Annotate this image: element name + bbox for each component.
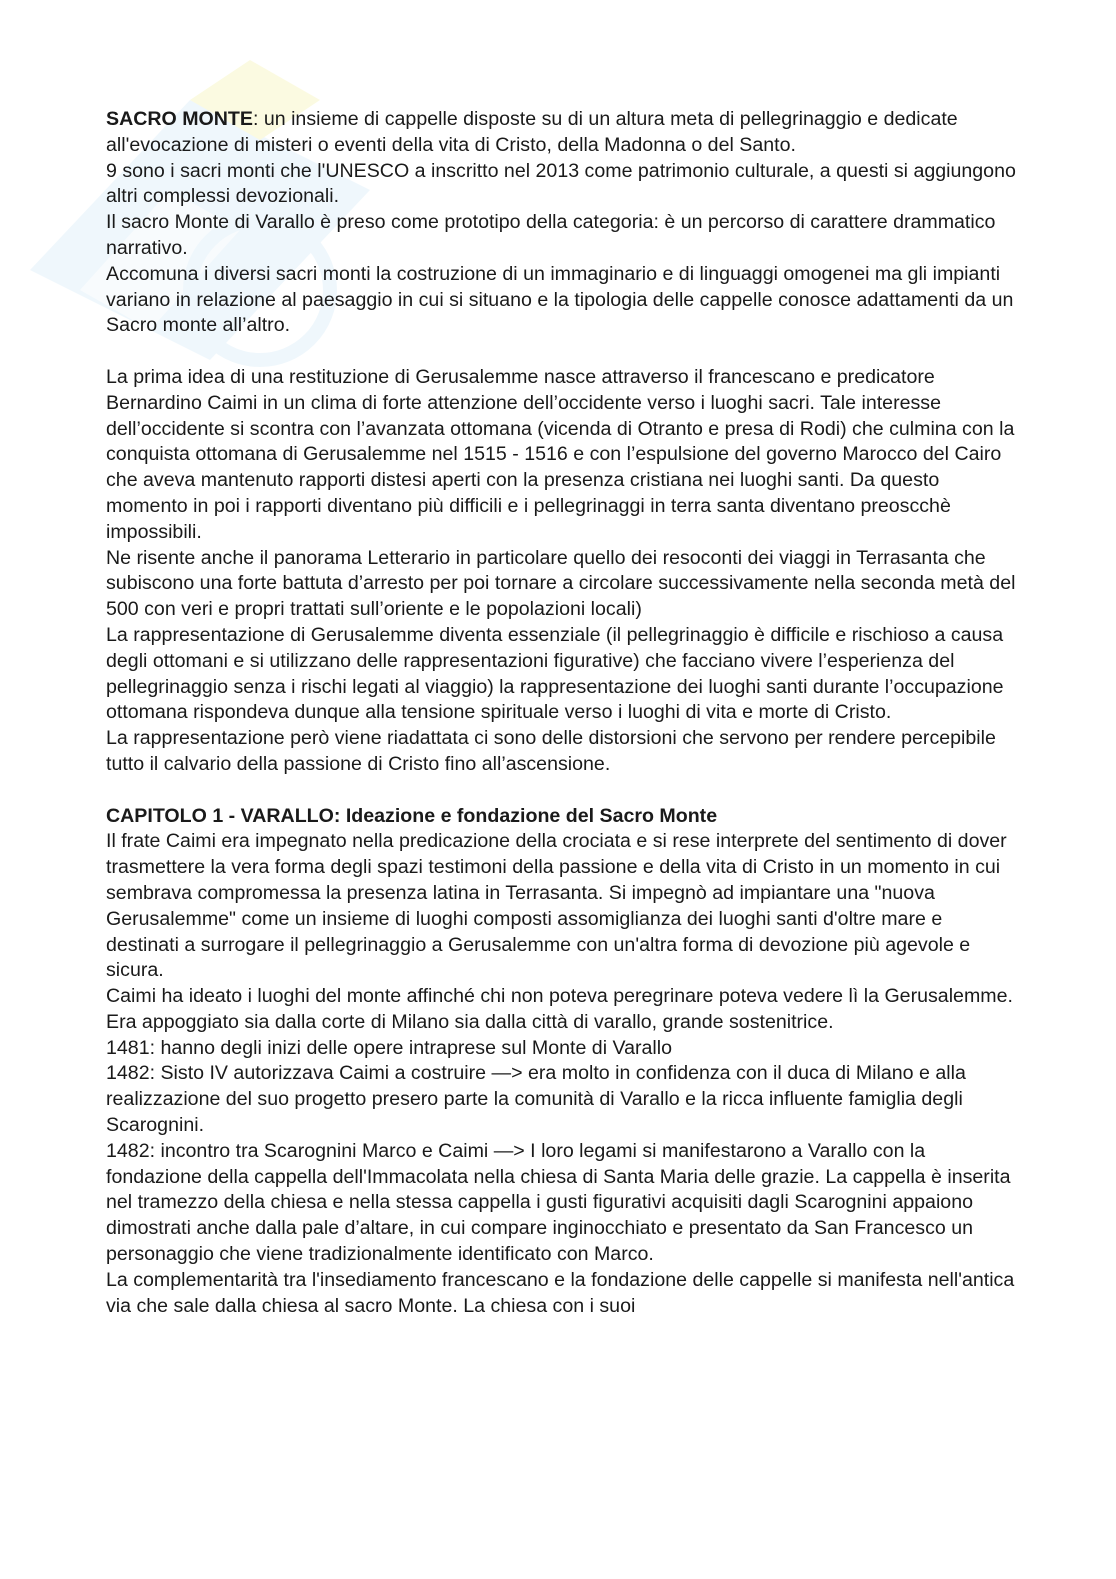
- chapter-heading: CAPITOLO 1 - VARALLO: Ideazione e fondazione del Sacro Monte: [106, 804, 718, 827]
- history-section: [106, 365, 1016, 778]
- term-definition: : un insieme di cappelle disposte su di un altura meta di pellegrinaggio e dedicate all'evocazione di misteri o eventi della vita di Cristo, della Madonna o del Santo.: [106, 108, 958, 156]
- history-paragraph-1: La prima idea di una restituzione di Gerusalemme nasce attraverso il francescano e predicatore Bernardino Caimi in un clima di forte attenzione dell’occidente verso i luoghi sacri. Tale interesse dell’occidente si scontra con l’avanzata ottomana (vicenda di Otranto e presa di Rodi) che culmina con la conquista ottomana di Gerusalemme nel 1515 - 1516 e con l’espulsione del governo Marocco del Cairo che aveva mantenuto rapporti distesi aperti con la presenza cristiana nei luoghi santi. Da questo momento in poi i rapporti diventano più difficili e i pellegrinaggi in terra santa diventano preoscchè impossibili.: [106, 365, 1015, 543]
- intro-paragraph-4: Accomuna i diversi sacri monti la costruzione di un immaginario e di linguaggi omogenei ma gli impianti variano in relazione al paesaggio in cui si situano e la tipologia delle cappelle conosce adattamenti da un Sacro monte all’altro.: [106, 262, 1014, 337]
- intro-paragraph-2: 9 sono i sacri monti che l'UNESCO a inscritto nel 2013 come patrimonio culturale, a questi si aggiungono altri complessi devozionali.: [106, 159, 1016, 208]
- history-paragraph-2: Ne risente anche il panorama Letterario in particolare quello dei resoconti dei viaggi in Terrasanta che subiscono una forte battuta d’arresto per poi tornare a circolare successivamente nella seconda metà del 500 con veri e propri trattati sull’oriente e le popolazioni locali): [106, 546, 1016, 621]
- chapter-paragraph-6: 1482: incontro tra Scarognini Marco e Caimi —> I loro legami si manifestarono a Varallo con la fondazione della cappella dell'Immacolata nella chiesa di Santa Maria delle grazie. La cappella è inserita nel tramezzo della chiesa e nella stessa cappella i gusti figurativi acquisiti dagli Scarognini appaiono dimostrati anche dalla pale d’altare, in cui compare inginocchiato e presentato da San Francesco un personaggio che viene tradizionalmente identificato con Marco.: [106, 1139, 1011, 1266]
- intro-paragraph-3: Il sacro Monte di Varallo è preso come prototipo della categoria: è un percorso di carattere drammatico narrativo.: [106, 211, 996, 259]
- history-paragraph-4: La rappresentazione però viene riadattata ci sono delle distorsioni che servono per rendere percepibile tutto il calvario della passione di Cristo fino all’ascensione.: [106, 727, 996, 775]
- chapter-paragraph-4: 1481: hanno degli inizi delle opere intraprese sul Monte di Varallo: [106, 1036, 673, 1059]
- history-paragraph-3: La rappresentazione di Gerusalemme diventa essenziale (il pellegrinaggio è difficile e rischioso a causa degli ottomani e si utilizzano delle rappresentazioni figurative) che facciano vivere l’esperienza del pellegrinaggio senza i rischi legati al viaggio) la rappresentazione dei luoghi santi durante l’occupazione ottomana rispondeva dunque alla tensione spirituale verso i luoghi di vita e morte di Cristo.: [106, 623, 1004, 724]
- intro-paragraph: [106, 107, 1016, 159]
- paragraph-gap: [106, 778, 1016, 804]
- intro-section: [106, 107, 1016, 339]
- chapter-paragraph-1: Il frate Caimi era impegnato nella predicazione della crociata e si rese interprete del sentimento di dover trasmettere la vera forma degli spazi testimoni della passione e della vita di Cristo in un momento in cui sembrava compromessa la presenza latina in Terrasanta. Si impegnò ad impiantare una "nuova Gerusalemme" come un insieme di luoghi composti assomiglianza dei luoghi santi d'oltre mare e destinati a surrogare il pellegrinaggio a Gerusalemme con un'altra forma di devozione più agevole e sicura.: [106, 830, 1007, 982]
- paragraph-gap: [106, 339, 1016, 365]
- document-body: [106, 107, 1016, 1319]
- chapter-1-section: [106, 804, 1016, 1320]
- chapter-paragraph-3: Era appoggiato sia dalla corte di Milano sia dalla città di varallo, grande sostenitrice.: [106, 1010, 834, 1033]
- chapter-paragraph-7: La complementarità tra l'insediamento francescano e la fondazione delle cappelle si manifesta nell'antica via che sale dalla chiesa al sacro Monte. La chiesa con i suoi: [106, 1268, 1015, 1317]
- chapter-paragraph-2: Caimi ha ideato i luoghi del monte affinché chi non poteva peregrinare poteva vedere lì la Gerusalemme.: [106, 985, 1013, 1008]
- term-sacro-monte: SACRO MONTE: [106, 108, 253, 130]
- chapter-paragraph-5: 1482: Sisto IV autorizzava Caimi a costruire —> era molto in confidenza con il duca di Milano e alla realizzazione del suo progetto presero parte la comunità di Varallo e la ricca influente famiglia degli Scarognini.: [106, 1062, 966, 1137]
